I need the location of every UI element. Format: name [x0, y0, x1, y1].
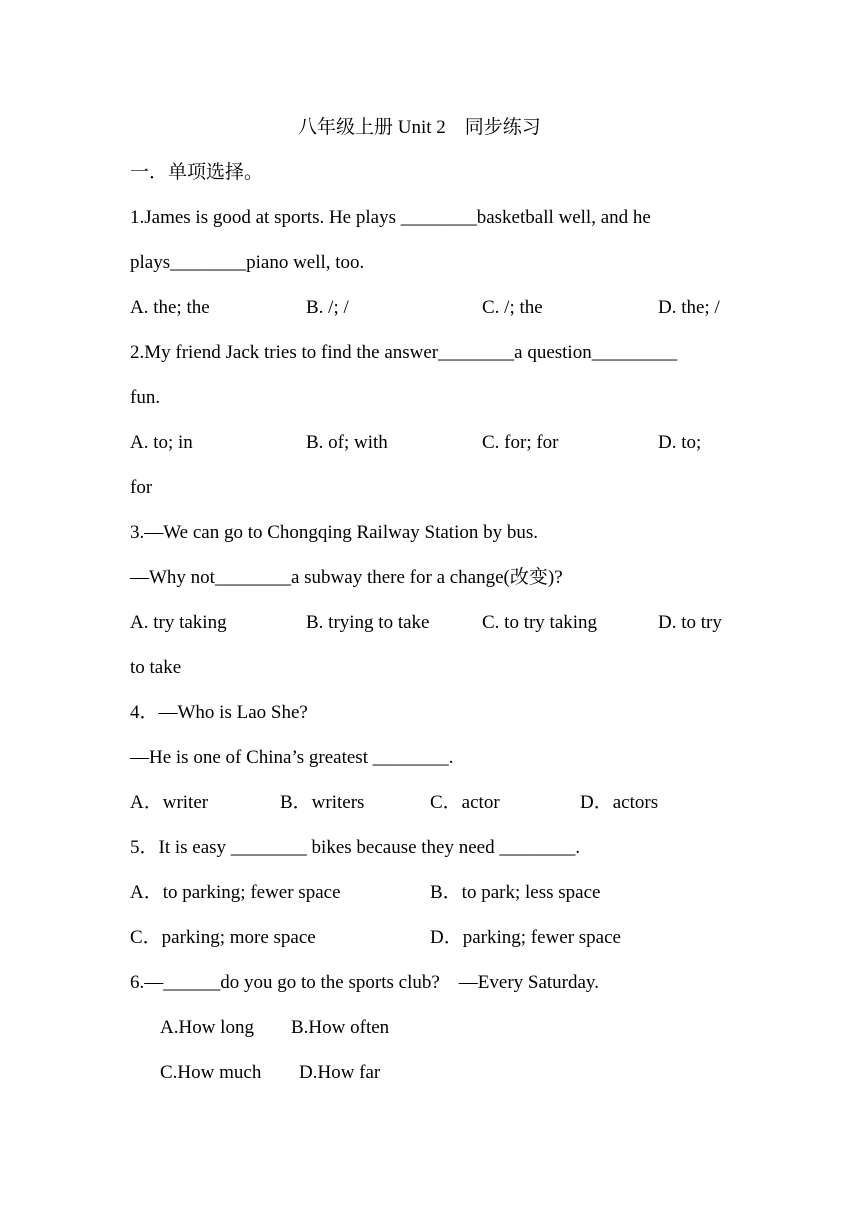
option-c: C．parking; more space — [130, 927, 316, 948]
option-d-continuation: for — [130, 477, 153, 498]
option-b: B.How often — [291, 1017, 390, 1038]
question-text: plays________piano well, too. — [130, 252, 365, 273]
option-c: C. for; for — [482, 432, 559, 453]
option-c: C. to try taking — [482, 612, 598, 633]
question-text: 1.James is good at sports. He plays ________basketball well, and he — [130, 207, 651, 228]
option-b: B. of; with — [306, 432, 388, 453]
question-text: 6.—______do you go to the sports club? —Every Saturday. — [130, 972, 599, 993]
option-d-continuation: to take — [130, 657, 182, 678]
question-text: 3.—We can go to Chongqing Railway Station by bus. — [130, 522, 538, 543]
page-title: 八年级上册 Unit 2 同步练习 — [298, 117, 541, 138]
option-d: D. to try — [658, 612, 722, 633]
option-b: B. /; / — [306, 297, 349, 318]
option-d: D. to; — [658, 432, 702, 453]
option-a: A.How long — [160, 1017, 254, 1038]
option-a: A．writer — [130, 792, 209, 813]
option-b: B．to park; less space — [430, 882, 601, 903]
option-d: D.How far — [299, 1062, 381, 1083]
question-text: 4．—Who is Lao She? — [130, 702, 308, 723]
question-text: —He is one of China’s greatest ________. — [130, 747, 454, 768]
option-c: C.How much — [160, 1062, 262, 1083]
question-text: —Why not________a subway there for a change(改变)? — [130, 567, 563, 588]
option-c: C. /; the — [482, 297, 543, 318]
option-a: A．to parking; fewer space — [130, 882, 341, 903]
option-b: B．writers — [280, 792, 365, 813]
option-a: A. the; the — [130, 297, 210, 318]
question-text: 2.My friend Jack tries to find the answer________a question_________ — [130, 342, 678, 363]
option-d: D. the; / — [658, 297, 720, 318]
section-heading: 一．单项选择。 — [130, 162, 264, 183]
option-b: B. trying to take — [306, 612, 430, 633]
option-c: C．actor — [430, 792, 500, 813]
option-a: A. try taking — [130, 612, 227, 633]
question-text: 5．It is easy ________ bikes because they need ________. — [130, 837, 581, 858]
option-a: A. to; in — [130, 432, 193, 453]
question-text: fun. — [130, 387, 161, 408]
option-d: D．parking; fewer space — [430, 927, 621, 948]
option-d: D．actors — [580, 792, 659, 813]
